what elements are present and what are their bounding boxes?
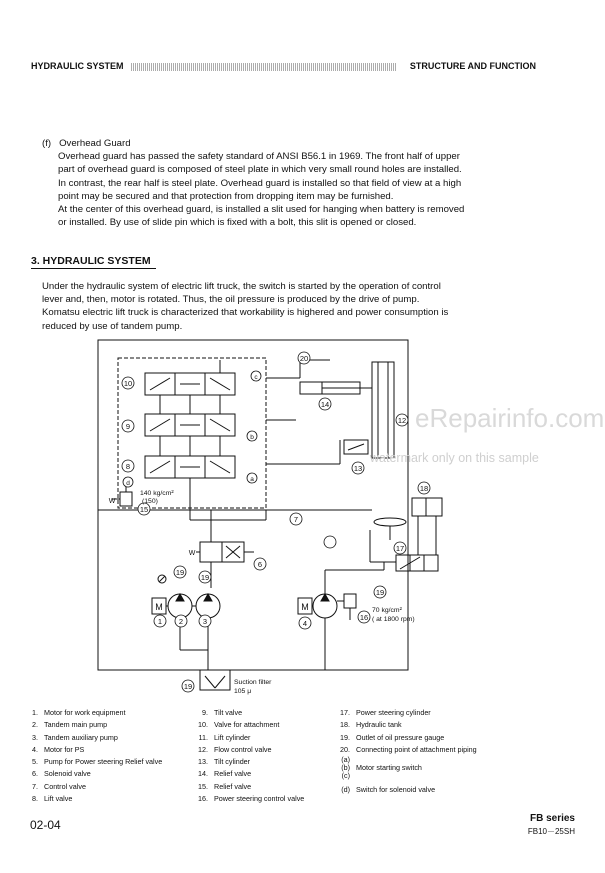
callout-15-text: 16 xyxy=(359,613,369,622)
callout-19c-text: 19 xyxy=(375,588,385,597)
legend-item: 9. Tilt valve xyxy=(202,708,243,717)
callout-19b-text: 19 xyxy=(200,573,210,582)
callout-8-text: 8 xyxy=(125,462,131,471)
callout-18-text: 19 xyxy=(183,682,193,691)
legend-column-1 xyxy=(18,707,162,805)
hydraulic-tank xyxy=(200,670,230,690)
heading-underline xyxy=(31,268,156,269)
relief-14-pressure: 140 kg/cm² xyxy=(140,490,174,497)
header-right: STRUCTURE AND FUNCTION xyxy=(409,61,536,71)
callout-13-text: 14 xyxy=(320,400,330,409)
legend-item: 1. Motor for work equipment xyxy=(32,708,126,717)
section-3-heading: 3. HYDRAULIC SYSTEM xyxy=(31,255,151,267)
callout-20-text: 20 xyxy=(299,354,309,363)
ps-relief-valve xyxy=(344,594,356,608)
header-hatch-divider xyxy=(131,63,396,71)
legend-item: 18. Hydraulic tank xyxy=(340,720,402,730)
callout-16-text: 17 xyxy=(395,544,405,553)
callout-2-text: 2 xyxy=(178,617,184,626)
legend-item: 17. Power steering cylinder xyxy=(340,708,431,717)
callout-14-text: 15 xyxy=(139,505,149,514)
legend-column-2 xyxy=(188,707,304,805)
hydraulic-circuit-diagram xyxy=(0,330,605,702)
legend-item: 16. Power steering control valve xyxy=(198,794,305,804)
callout-3-text: 3 xyxy=(202,617,208,626)
legend-item: (c) xyxy=(341,771,350,781)
control-valve-block xyxy=(118,358,266,508)
callout-a-text: a xyxy=(250,476,254,483)
section-f-line: At the center of this overhead guard, is installed a slit used for hanging when battery is removed xyxy=(58,204,465,216)
series-label: FB series xyxy=(529,813,575,824)
callout-c-text: c xyxy=(254,374,258,381)
legend-item: 11. Lift cylinder xyxy=(198,732,251,742)
suction-filter-label: Suction filter xyxy=(234,679,272,686)
header-left: HYDRAULIC SYSTEM xyxy=(31,61,124,71)
intro-line: reduced by use of tandem pump. xyxy=(42,320,183,332)
section-f xyxy=(42,137,542,229)
callout-9-text: 9 xyxy=(125,422,131,431)
ps-cylinder xyxy=(412,498,442,516)
legend-item: 10. Valve for attachment xyxy=(198,720,280,730)
callout-12-text: 13 xyxy=(353,464,363,473)
legend-item: 15. Relief valve xyxy=(198,781,252,791)
steering-wheel xyxy=(374,518,406,526)
watermark-note: watermark only on this sample xyxy=(370,451,539,465)
callout-b-text: b xyxy=(250,434,254,441)
callout-10-text: 10 xyxy=(123,379,133,388)
relief-valve-14 xyxy=(120,492,132,506)
legend-item: 7. Control valve xyxy=(32,781,86,791)
intro-line: Komatsu electric lift truck is characterized that workability is highered and power consumption is xyxy=(42,307,449,319)
callout-7-text: 7 xyxy=(293,515,299,524)
legend-item: 19. Outlet of oil pressure gauge xyxy=(340,732,445,742)
section-f-line: Overhead guard has passed the safety standard of ANSI B56.1 in 1969. The front half of upper xyxy=(58,151,460,163)
relief-15-rpm: ( at 1800 rpm) xyxy=(372,616,415,623)
legend-item: 8. Lift valve xyxy=(32,794,73,804)
section-f-line: or installed. By use of slide pin which is fixed with a bolt, this slit is opened or closed. xyxy=(58,217,417,229)
callout-5 xyxy=(324,536,336,548)
legend-item: (d) Switch for solenoid valve xyxy=(341,785,436,795)
section-f-line: point may be secured and that protection from dropping item may be furnished. xyxy=(58,190,394,202)
legend-item: 2. Tandem main pump xyxy=(32,720,108,730)
w-label-2: W xyxy=(188,550,196,557)
callout-11-text: 12 xyxy=(397,416,407,425)
page-number: 02-04 xyxy=(30,818,61,832)
legend-column-3 xyxy=(330,707,477,796)
callout-4-text: 4 xyxy=(302,619,308,628)
intro-line: Under the hydraulic system of electric lift truck, the switch is started by the operation of control xyxy=(42,281,441,292)
callout-d-text: d xyxy=(126,480,130,487)
legend-item: 13. Tilt cylinder xyxy=(198,757,251,767)
callout-17-text: 18 xyxy=(419,484,429,493)
section-f-body xyxy=(42,150,542,229)
legend-item: 14. Relief valve xyxy=(198,769,252,779)
section-3-intro xyxy=(42,280,542,333)
w-label-1: W xyxy=(108,498,116,505)
legend-item: 4. Motor for PS xyxy=(32,744,85,754)
section-f-line: part of overhead guard is composed of steel plate in which very small round holes are installed. xyxy=(58,164,462,176)
section-f-heading xyxy=(42,137,542,150)
ps-motor-label: M xyxy=(301,602,309,612)
legend-item: 5. Pump for Power steering Relief valve xyxy=(32,757,163,767)
lift-cylinder xyxy=(372,362,394,458)
solenoid-valve-left xyxy=(200,542,222,562)
callout-1-text: 1 xyxy=(157,617,163,626)
work-motor-label: M xyxy=(155,602,163,612)
legend-item: 20. Connecting point of attachment piping xyxy=(340,744,477,754)
section-f-title: Overhead Guard xyxy=(59,138,131,149)
intro-line: lever and, then, motor is rotated. Thus, the oil pressure is produced by the drive of pump. xyxy=(42,294,420,306)
callout-6-text: 6 xyxy=(257,560,263,569)
legend-item: 6. Solenoid valve xyxy=(32,769,91,779)
legend-item: (b) Motor starting switch xyxy=(341,763,422,773)
callout-19a-text: 19 xyxy=(175,568,185,577)
section-f-label: (f) xyxy=(42,138,52,149)
legend-item: 12. Flow control valve xyxy=(198,744,272,754)
model-range: FB10－25SH xyxy=(527,827,575,836)
suction-filter-size: 105 μ xyxy=(234,688,252,695)
legend-item: (a) xyxy=(341,755,350,765)
legend-item: 3. Tandem auxiliary pump xyxy=(32,732,118,742)
section-f-line: In contrast, the rear half is steel plate. Overhead guard is installed so that field of view at a high xyxy=(58,177,462,189)
relief-14-pressure-alt: (150) xyxy=(142,498,158,505)
watermark-site: eRepairinfo.com xyxy=(415,403,605,433)
relief-15-pressure: 70 kg/cm² xyxy=(372,607,402,614)
page-header xyxy=(31,60,536,74)
